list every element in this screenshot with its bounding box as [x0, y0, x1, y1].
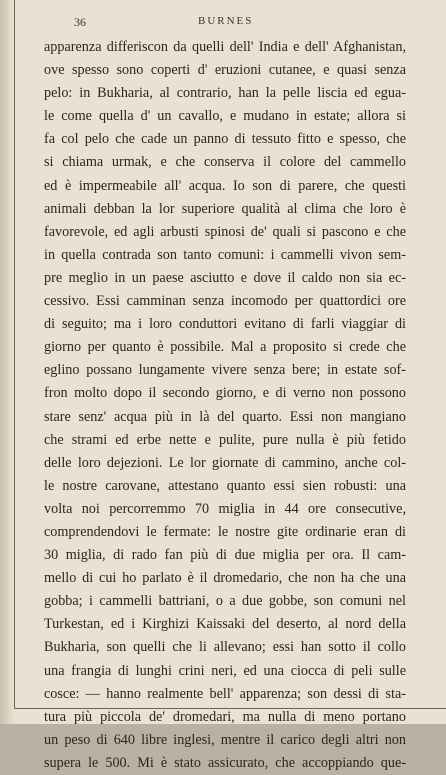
page-binding-shadow	[0, 0, 14, 724]
text-line: comprendendovi le fermate: le nostre gite ordinarie eran di	[44, 523, 406, 540]
text-line: che strami ed erbe nette e pulite, pure nulla è più fetido	[44, 431, 406, 448]
text-line: ove spesso sono coperti d' eruzioni cutanee, e quasi senza	[44, 62, 406, 79]
text-line: le nostre carovane, attestano quanto essi sien robusti: una	[44, 477, 406, 494]
text-line: pre meglio in un paese asciutto e dove il caldo non sia ec-	[44, 269, 406, 286]
text-line: eglino possano lungamente vivere senza bere; in estate sof-	[44, 362, 406, 379]
text-line: fa col pelo che cade un panno di tessuto fitto e spesso, che	[44, 131, 406, 148]
page-header	[40, 15, 410, 31]
text-line: cessivo. Essi camminan senza incomodo per quattordici ore	[44, 293, 406, 310]
text-line: ed è impermeabile all' acqua. Io son di parere, che questi	[44, 177, 406, 194]
text-line: volta noi percorremmo 70 miglia in 44 ore consecutive,	[44, 500, 406, 517]
page-left-border	[14, 0, 15, 708]
body-text	[44, 36, 406, 775]
text-line: le come quella d' un cavallo, e mudano in estate; allora si	[44, 108, 406, 125]
text-line: 30 miglia, di rado fan più di due miglia per ora. Il cam-	[44, 547, 406, 564]
text-line: si chiama urmak, e che conserva il colore del cammello	[44, 154, 406, 171]
text-line: pelo: in Bukharia, al contrario, han la pelle liscia ed egua-	[44, 85, 406, 102]
text-line: favorevole, ed agli arbusti spinosi de' quali si pascono e che	[44, 223, 406, 240]
running-head: BURNES	[198, 15, 254, 27]
text-line: un peso di 640 libre inglesi, mentre il carico degli altri non	[44, 731, 406, 748]
text-line: cosce: — hanno realmente bell' apparenza; son dessi di sta-	[44, 685, 406, 702]
text-line: supera le 500. Mi è stato assicurato, che accoppiando que-	[44, 754, 406, 771]
text-line: gobba; i cammelli battriani, o a due gobbe, son comuni nel	[44, 593, 406, 610]
text-line: stare senz' acqua più in là del quarto. Essi non mangiano	[44, 408, 406, 425]
text-line: fron molto dopo il secondo giorno, e di verno non possono	[44, 385, 406, 402]
page-number: 36	[74, 15, 86, 29]
text-line: apparenza differiscon da quelli dell' India e dell' Afghanistan,	[44, 39, 406, 55]
text-line: Bukharia, son quelli che li allevano; essi han sotto il collo	[44, 639, 406, 656]
text-line: di seguito; ma i loro conduttori evitano di farli viaggiar di	[44, 316, 406, 333]
text-line: una frangia di lunghi crini neri, ed una ciocca di peli sulle	[44, 662, 406, 679]
text-line: in quella contrada son tanto comuni: i cammelli vivon sem-	[44, 246, 406, 263]
text-line: tura più piccola de' dromedari, ma nulla di meno portano	[44, 708, 406, 725]
text-line: delle loro dejezioni. Le lor giornate di cammino, anche col-	[44, 454, 406, 471]
text-line: Turkestan, ed i Kirghizi Kaissaki del deserto, al nord della	[44, 616, 406, 633]
text-line: mello di cui ho parlato è il dromedario, che non ha che una	[44, 570, 406, 587]
text-line: giorno per quanto è possibile. Mal a proposito si crede che	[44, 339, 406, 356]
text-line: animali debban la lor superiore qualità al clima che loro è	[44, 200, 406, 217]
